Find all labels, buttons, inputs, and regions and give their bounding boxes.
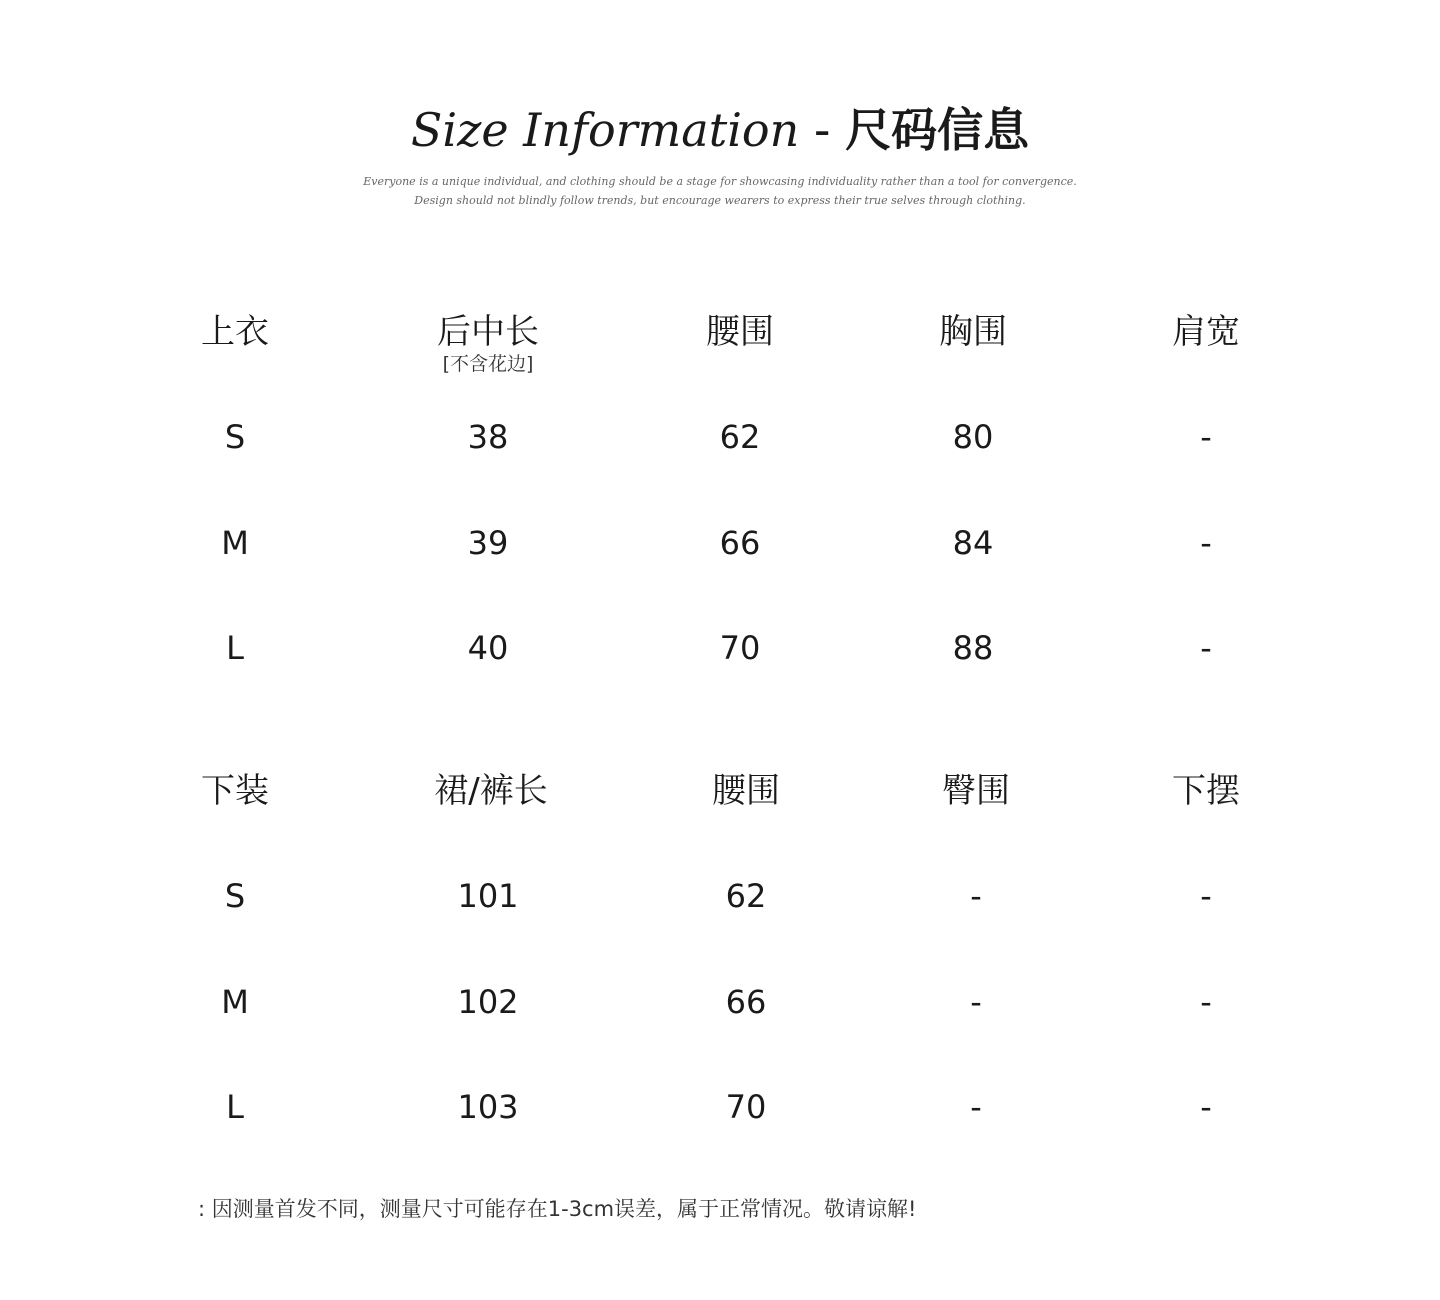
tops-header-waist: 腰围 — [706, 312, 774, 352]
bottoms-header-waist: 腰围 — [712, 771, 780, 811]
tops-row-m-chest: 84 — [952, 524, 994, 562]
tops-row-m-length: 39 — [467, 524, 509, 562]
bottoms-row-l-length: 103 — [457, 1088, 519, 1126]
measurement-note: : 因测量首发不同，测量尺寸可能存在1-3cm误差，属于正常情况。敬请谅解! — [198, 1197, 917, 1221]
bottoms-row-l-hem: - — [1200, 1088, 1212, 1126]
tops-row-s-waist: 62 — [719, 418, 761, 456]
bottoms-header-hem: 下摆 — [1172, 771, 1240, 811]
tops-row-s-chest: 80 — [952, 418, 994, 456]
bottoms-row-l-waist: 70 — [725, 1088, 767, 1126]
bottoms-header-category: 下装 — [201, 771, 269, 811]
tops-row-l-length: 40 — [467, 629, 509, 667]
subtitle-line-2: Design should not blindly follow trends, but encourage wearers to express their true selves through clothing. — [414, 194, 1026, 207]
page-title — [0, 98, 1440, 162]
tops-row-m-waist: 66 — [719, 524, 761, 562]
tops-row-m-size: M — [221, 524, 249, 562]
bottoms-header-length: 裙/裤长 — [434, 771, 548, 811]
bottoms-row-s-length: 101 — [457, 877, 519, 915]
bottoms-row-m-size: M — [221, 983, 249, 1021]
bottoms-header-hip: 臀围 — [942, 771, 1010, 811]
tops-header-category: 上衣 — [201, 312, 269, 352]
title-english: Size Information — [410, 103, 800, 157]
tops-header-chest: 胸围 — [939, 312, 1007, 352]
bottoms-row-m-waist: 66 — [725, 983, 767, 1021]
bottoms-row-l-hip: - — [970, 1088, 982, 1126]
bottoms-row-m-length: 102 — [457, 983, 519, 1021]
bottoms-row-s-waist: 62 — [725, 877, 767, 915]
bottoms-row-m-hip: - — [970, 983, 982, 1021]
tops-header-back-length-note: [不含花边] — [442, 353, 534, 375]
tops-row-s-shoulder: - — [1200, 418, 1212, 456]
title-chinese: 尺码信息 — [845, 103, 1030, 157]
bottoms-row-s-size: S — [224, 877, 246, 915]
bottoms-row-l-size: L — [226, 1088, 244, 1126]
subtitle-line-1: Everyone is a unique individual, and clothing should be a stage for showcasing individuality rather than a tool for convergence. — [363, 175, 1077, 188]
tops-header-back-length: 后中长 — [437, 312, 539, 352]
bottoms-row-m-hem: - — [1200, 983, 1212, 1021]
tops-row-l-shoulder: - — [1200, 629, 1212, 667]
tops-row-s-size: S — [224, 418, 246, 456]
bottoms-row-s-hip: - — [970, 877, 982, 915]
tops-header-shoulder: 肩宽 — [1172, 312, 1240, 352]
tops-row-l-waist: 70 — [719, 629, 761, 667]
tops-row-l-size: L — [226, 629, 244, 667]
tops-row-s-length: 38 — [467, 418, 509, 456]
tops-row-l-chest: 88 — [952, 629, 994, 667]
title-separator: - — [813, 103, 831, 157]
tops-row-m-shoulder: - — [1200, 524, 1212, 562]
bottoms-row-s-hem: - — [1200, 877, 1212, 915]
